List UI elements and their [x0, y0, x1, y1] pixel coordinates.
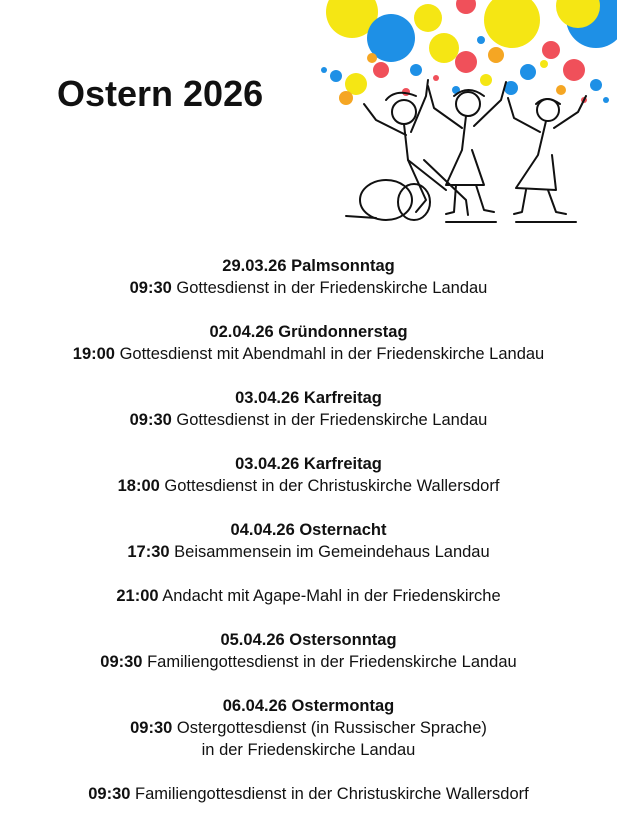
entry-text: Gottesdienst in der Christuskirche Wallersdorf: [164, 477, 500, 495]
schedule-entry: [0, 321, 617, 365]
schedule-entry: [0, 783, 617, 805]
entry-text: Andacht mit Agape-Mahl in der Friedenskirche: [162, 587, 501, 605]
entry-heading: 03.04.26 Karfreitag: [235, 389, 382, 407]
entry-line: [0, 541, 617, 563]
entry-heading: 05.04.26 Ostersonntag: [220, 631, 397, 649]
entry-time: 18:00: [117, 477, 160, 495]
entry-heading: 04.04.26 Osternacht: [230, 521, 387, 539]
entry-time: 17:30: [127, 543, 170, 561]
entry-text: Beisammensein im Gemeindehaus Landau: [174, 543, 490, 561]
schedule-entry: [0, 519, 617, 563]
entry-time: 09:30: [129, 279, 172, 297]
entry-line: [0, 343, 617, 365]
entry-text-continued: in der Friedenskirche Landau: [201, 741, 416, 759]
entry-heading: 29.03.26 Palmsonntag: [222, 257, 395, 275]
entry-text: Gottesdienst in der Friedenskirche Landau: [176, 411, 488, 429]
easter-schedule: [0, 255, 617, 827]
entry-line: [0, 475, 617, 497]
schedule-entry: [0, 695, 617, 761]
entry-time: 09:30: [100, 653, 143, 671]
entry-text: Gottesdienst mit Abendmahl in der Friedenskirche Landau: [119, 345, 545, 363]
entry-text: Familiengottesdienst in der Christuskirche Wallersdorf: [135, 785, 529, 803]
entry-time: 09:30: [129, 411, 172, 429]
easter-celebration-illustration: [316, 0, 617, 232]
entry-text: Familiengottesdienst in der Friedenskirche Landau: [147, 653, 517, 671]
entry-line: [0, 717, 617, 739]
entry-time: 19:00: [72, 345, 115, 363]
entry-heading: 02.04.26 Gründonnerstag: [209, 323, 408, 341]
entry-heading: 03.04.26 Karfreitag: [235, 455, 382, 473]
entry-line: [0, 651, 617, 673]
entry-line: [0, 409, 617, 431]
schedule-entry: [0, 585, 617, 607]
schedule-entry: [0, 387, 617, 431]
entry-time: 09:30: [130, 719, 173, 737]
entry-line: [0, 585, 617, 607]
entry-text: Ostergottesdienst (in Russischer Sprache): [176, 719, 487, 737]
schedule-entry: [0, 629, 617, 673]
page-title: Ostern 2026: [57, 73, 264, 114]
entry-text: Gottesdienst in der Friedenskirche Landau: [176, 279, 488, 297]
schedule-entry: [0, 453, 617, 497]
entry-line: [0, 277, 617, 299]
entry-heading: 06.04.26 Ostermontag: [222, 697, 395, 715]
entry-time: 21:00: [116, 587, 159, 605]
schedule-entry: [0, 255, 617, 299]
entry-time: 09:30: [88, 785, 131, 803]
entry-line: [0, 783, 617, 805]
dancing-figures: [346, 80, 586, 222]
